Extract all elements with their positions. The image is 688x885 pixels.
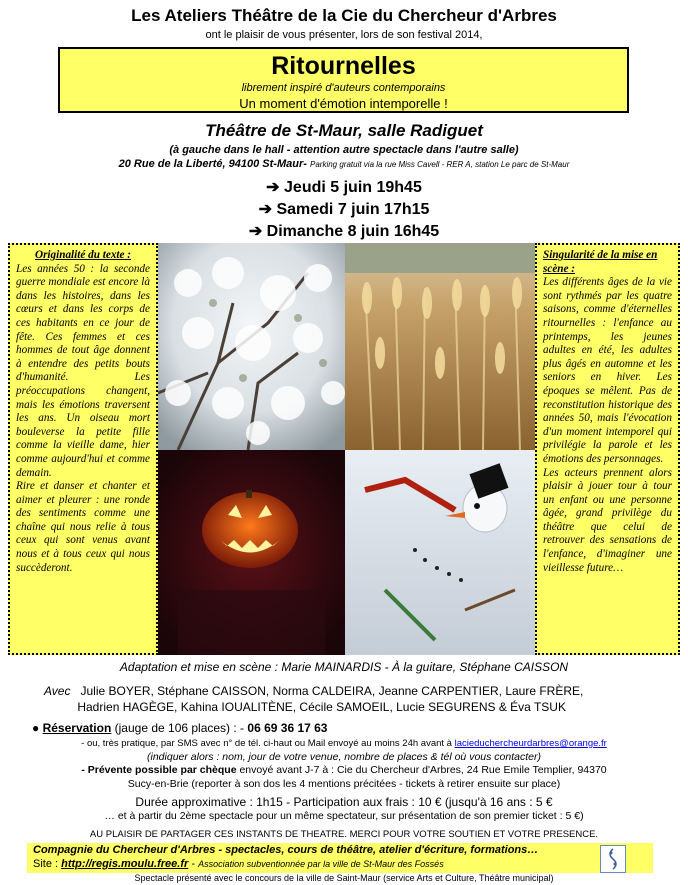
spring-blossom-photo bbox=[158, 243, 345, 450]
cheque-address: envoyé avant J-7 à : Cie du Chercheur d'Arbres, 24 Rue Emile Templier, 94370 bbox=[239, 764, 607, 776]
arrow-right-icon: ➔ bbox=[248, 223, 263, 240]
date-text: Jeudi 5 juin 19h45 bbox=[284, 179, 422, 196]
snowman-image bbox=[345, 450, 535, 655]
blossom-image bbox=[158, 243, 345, 450]
winter-snowman-photo bbox=[345, 450, 535, 655]
company-box bbox=[27, 843, 653, 873]
company-line: Compagnie du Chercheur d'Arbres - spectacles, cours de théâtre, atelier d'écriture, formations… bbox=[33, 844, 539, 856]
left-text-panel bbox=[8, 243, 158, 655]
reservation-line bbox=[32, 721, 327, 735]
right-text-panel bbox=[535, 243, 680, 655]
reservation-phone: 06 69 36 17 63 bbox=[247, 721, 328, 735]
left-panel-paragraph: Rire et danser et chanter et aimer et pleurer : une ronde des sentiments comme une chaîne qui nous relie à tous ceux qui sont venus avant nous et à tous ceux qui nous succèderont. bbox=[16, 480, 150, 574]
pricing-line: Durée approximative : 1h15 - Participation aux frais : 10 € (jusqu'à 16 ans : 5 € bbox=[135, 795, 553, 809]
header-subtitle: ont le plaisir de vous présenter, lors de son festival 2014, bbox=[205, 29, 483, 41]
header-title: Les Ateliers Théâtre de la Cie du Chercheur d'Arbres bbox=[131, 6, 557, 25]
site-line bbox=[33, 858, 444, 870]
right-panel-paragraph: Les différents âges de la vie sont rythmés par les quatre saisons, comme d'éternelles ritournelles : l'enfance au printemps, les jeunes adultes en été, les adultes plus âgés en automne et les seniors en hiver. Les époques se mêlent. Pas de reconstitution historique des années 50, mais l'évocation d'un moment intemporel qui privilégie la parole et les émotions des personnages. bbox=[543, 276, 672, 465]
parking-info: Parking gratuit via la rue Miss Cavell - RER A, station Le parc de St-Maur bbox=[310, 160, 570, 169]
sms-info: - ou, très pratique, par SMS avec n° de tél. ci-haut ou Mail envoyé au moins 24h avant à bbox=[81, 738, 452, 749]
date-line bbox=[0, 177, 688, 197]
venue-note: (à gauche dans le hall - attention autre spectacle dans l'autre salle) bbox=[169, 144, 519, 156]
left-panel-paragraph: Les années 50 : la seconde guerre mondiale est encore là dans les histoires, dans les cœurs et dans les corps de ces habitants en ce jour de fête. Ces femmes et ces hommes de tout âge donnent à entendre des petits bouts d'humanité. Les préoccupations changent, mais les émotions traversent les ans. Un oiseau mort bouleverse la petite fille comme la vieille dame, hier comme aujourd'hui et comme demain. bbox=[16, 262, 150, 479]
summer-wheat-photo bbox=[345, 243, 535, 450]
reservation-label: Réservation bbox=[42, 721, 112, 735]
arrow-right-icon: ➔ bbox=[266, 179, 280, 196]
right-panel-heading: Singularité de la mise en scène : bbox=[543, 249, 658, 275]
reservation-detail: (jauge de 106 places) : - bbox=[114, 721, 245, 735]
show-tagline: librement inspiré d'auteurs contemporains bbox=[241, 82, 446, 94]
show-title-box bbox=[58, 47, 629, 113]
arrow-right-icon: ➔ bbox=[258, 201, 272, 218]
venue-address-line: 20 Rue de la Liberté, 94100 St-Maur- Parking gratuit via la rue Miss Cavell - RER A, station Le parc de St-Maur bbox=[118, 158, 570, 170]
association-note: Association subventionnée par la ville de St-Maur des Fossés bbox=[198, 859, 444, 869]
thanks-line: AU PLAISIR DE PARTAGER CES INSTANTS DE THEATRE. MERCI POUR VOTRE SOUTIEN ET VOTRE PRESENCE. bbox=[89, 829, 599, 840]
pricing-line-2: … et à partir du 2ème spectacle pour un même spectateur, sur présentation de son premier ticket : 5 €) bbox=[104, 810, 584, 822]
support-line: Spectacle présenté avec le concours de la ville de Saint-Maur (service Arts et Culture, Théâtre municipal) bbox=[134, 873, 554, 883]
cast-line: Julie BOYER, Stéphane CAISSON, Norma CALDEIRA, Jeanne CARPENTIER, Laure FRÈRE, bbox=[80, 684, 584, 698]
tree-logo-icon bbox=[601, 846, 625, 872]
email-link[interactable]: lacieduchercheurdarbres@orange.fr bbox=[454, 738, 607, 749]
date-line bbox=[0, 221, 688, 241]
show-tagline-2: Un moment d'émotion intemporelle ! bbox=[239, 96, 448, 111]
adaptation-credits: Adaptation et mise en scène : Marie MAINARDIS - À la guitare, Stéphane CAISSON bbox=[119, 660, 569, 674]
wheat-image bbox=[345, 243, 535, 450]
date-text: Dimanche 8 juin 16h45 bbox=[266, 223, 440, 240]
cast-label: Avec bbox=[44, 684, 71, 698]
venue-name: Théâtre de St-Maur, salle Radiguet bbox=[205, 121, 483, 140]
date-text: Samedi 7 juin 17h15 bbox=[276, 201, 430, 218]
sms-line bbox=[0, 738, 688, 749]
date-line bbox=[0, 199, 688, 219]
cast-list bbox=[44, 683, 644, 715]
cheque-line-2: Sucy-en-Brie (reporter à son dos les 4 mentions précitées - tickets à retirer ensuite sur place) bbox=[127, 778, 561, 790]
indications: (indiquer alors : nom, jour de votre venue, nombre de places & tél où vous contacter) bbox=[147, 751, 541, 763]
venue-address: 20 Rue de la Liberté, 94100 St-Maur bbox=[118, 158, 304, 170]
cheque-line bbox=[0, 764, 688, 776]
site-link[interactable]: http://regis.moulu.free.fr bbox=[61, 858, 189, 870]
company-logo bbox=[600, 845, 626, 873]
cast-line: Hadrien HAGÈGE, Kahina IOUALITÈNE, Cécile SAMOEIL, Lucie SEGURENS & Éva TSUK bbox=[77, 700, 566, 714]
site-label: Site : bbox=[33, 858, 59, 870]
show-title: Ritournelles bbox=[271, 52, 416, 80]
right-panel-paragraph: Les acteurs prennent alors plaisir à jouer tour à tour un enfant ou une personne âgée, grand privilège du théâtre que celui de retrouver des sensations de l'enfance, d'imaginer une vieillesse future… bbox=[543, 466, 672, 574]
left-panel-heading: Originalité du texte : bbox=[34, 249, 132, 261]
site-separator: - bbox=[191, 858, 195, 870]
autumn-pumpkin-photo bbox=[158, 450, 345, 655]
pumpkin-image bbox=[158, 450, 345, 655]
cheque-label: - Prévente possible par chèque bbox=[81, 764, 237, 776]
bullet-icon: ● bbox=[32, 721, 40, 735]
